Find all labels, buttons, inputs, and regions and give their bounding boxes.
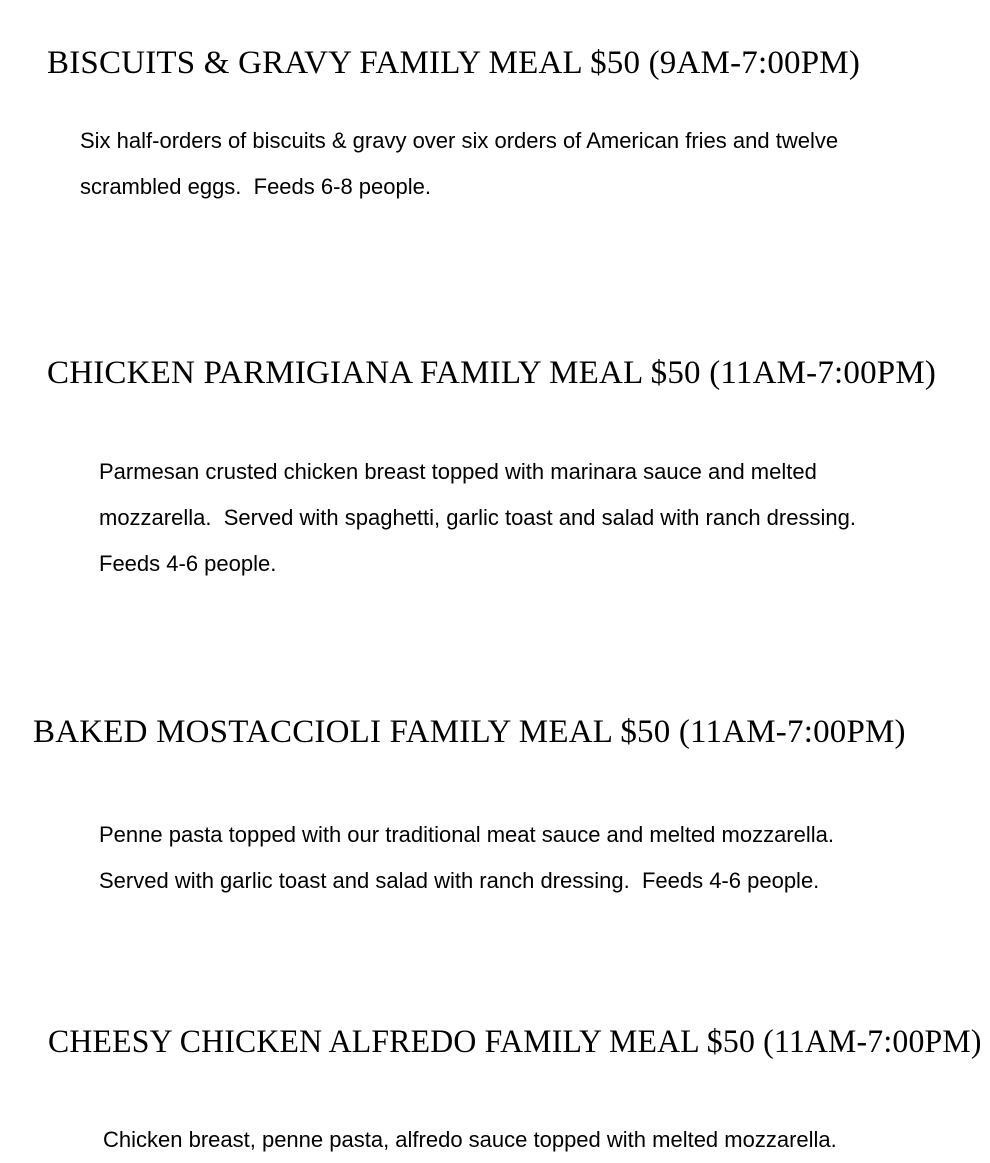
menu-item-description: Chicken breast, penne pasta, alfredo sauce topped with melted mozzarella. (103, 1127, 837, 1152)
menu-item-title: BISCUITS & GRAVY FAMILY MEAL $50 (9AM-7:00PM) (47, 45, 861, 81)
menu-item-title: CHICKEN PARMIGIANA FAMILY MEAL $50 (11AM-7:00PM) (47, 355, 937, 391)
menu-item-title: CHEESY CHICKEN ALFREDO FAMILY MEAL $50 (11AM-7:00PM) (48, 1024, 982, 1060)
menu-item-description: Six half-orders of biscuits & gravy over six orders of American fries and twelve scrambled eggs. Feeds 6-8 people. (80, 128, 839, 199)
menu-item-title: BAKED MOSTACCIOLI FAMILY MEAL $50 (11AM-7:00PM) (33, 714, 906, 750)
menu-item-description: Penne pasta topped with our traditional meat sauce and melted mozzarella. Served with garlic toast and salad with ranch dressing. Feeds 4-6 people. (99, 822, 834, 893)
menu-item-description: Parmesan crusted chicken breast topped with marinara sauce and melted mozzarella. Served with spaghetti, garlic toast and salad with ranch dressing. Feeds 4-6 people. (99, 459, 856, 576)
